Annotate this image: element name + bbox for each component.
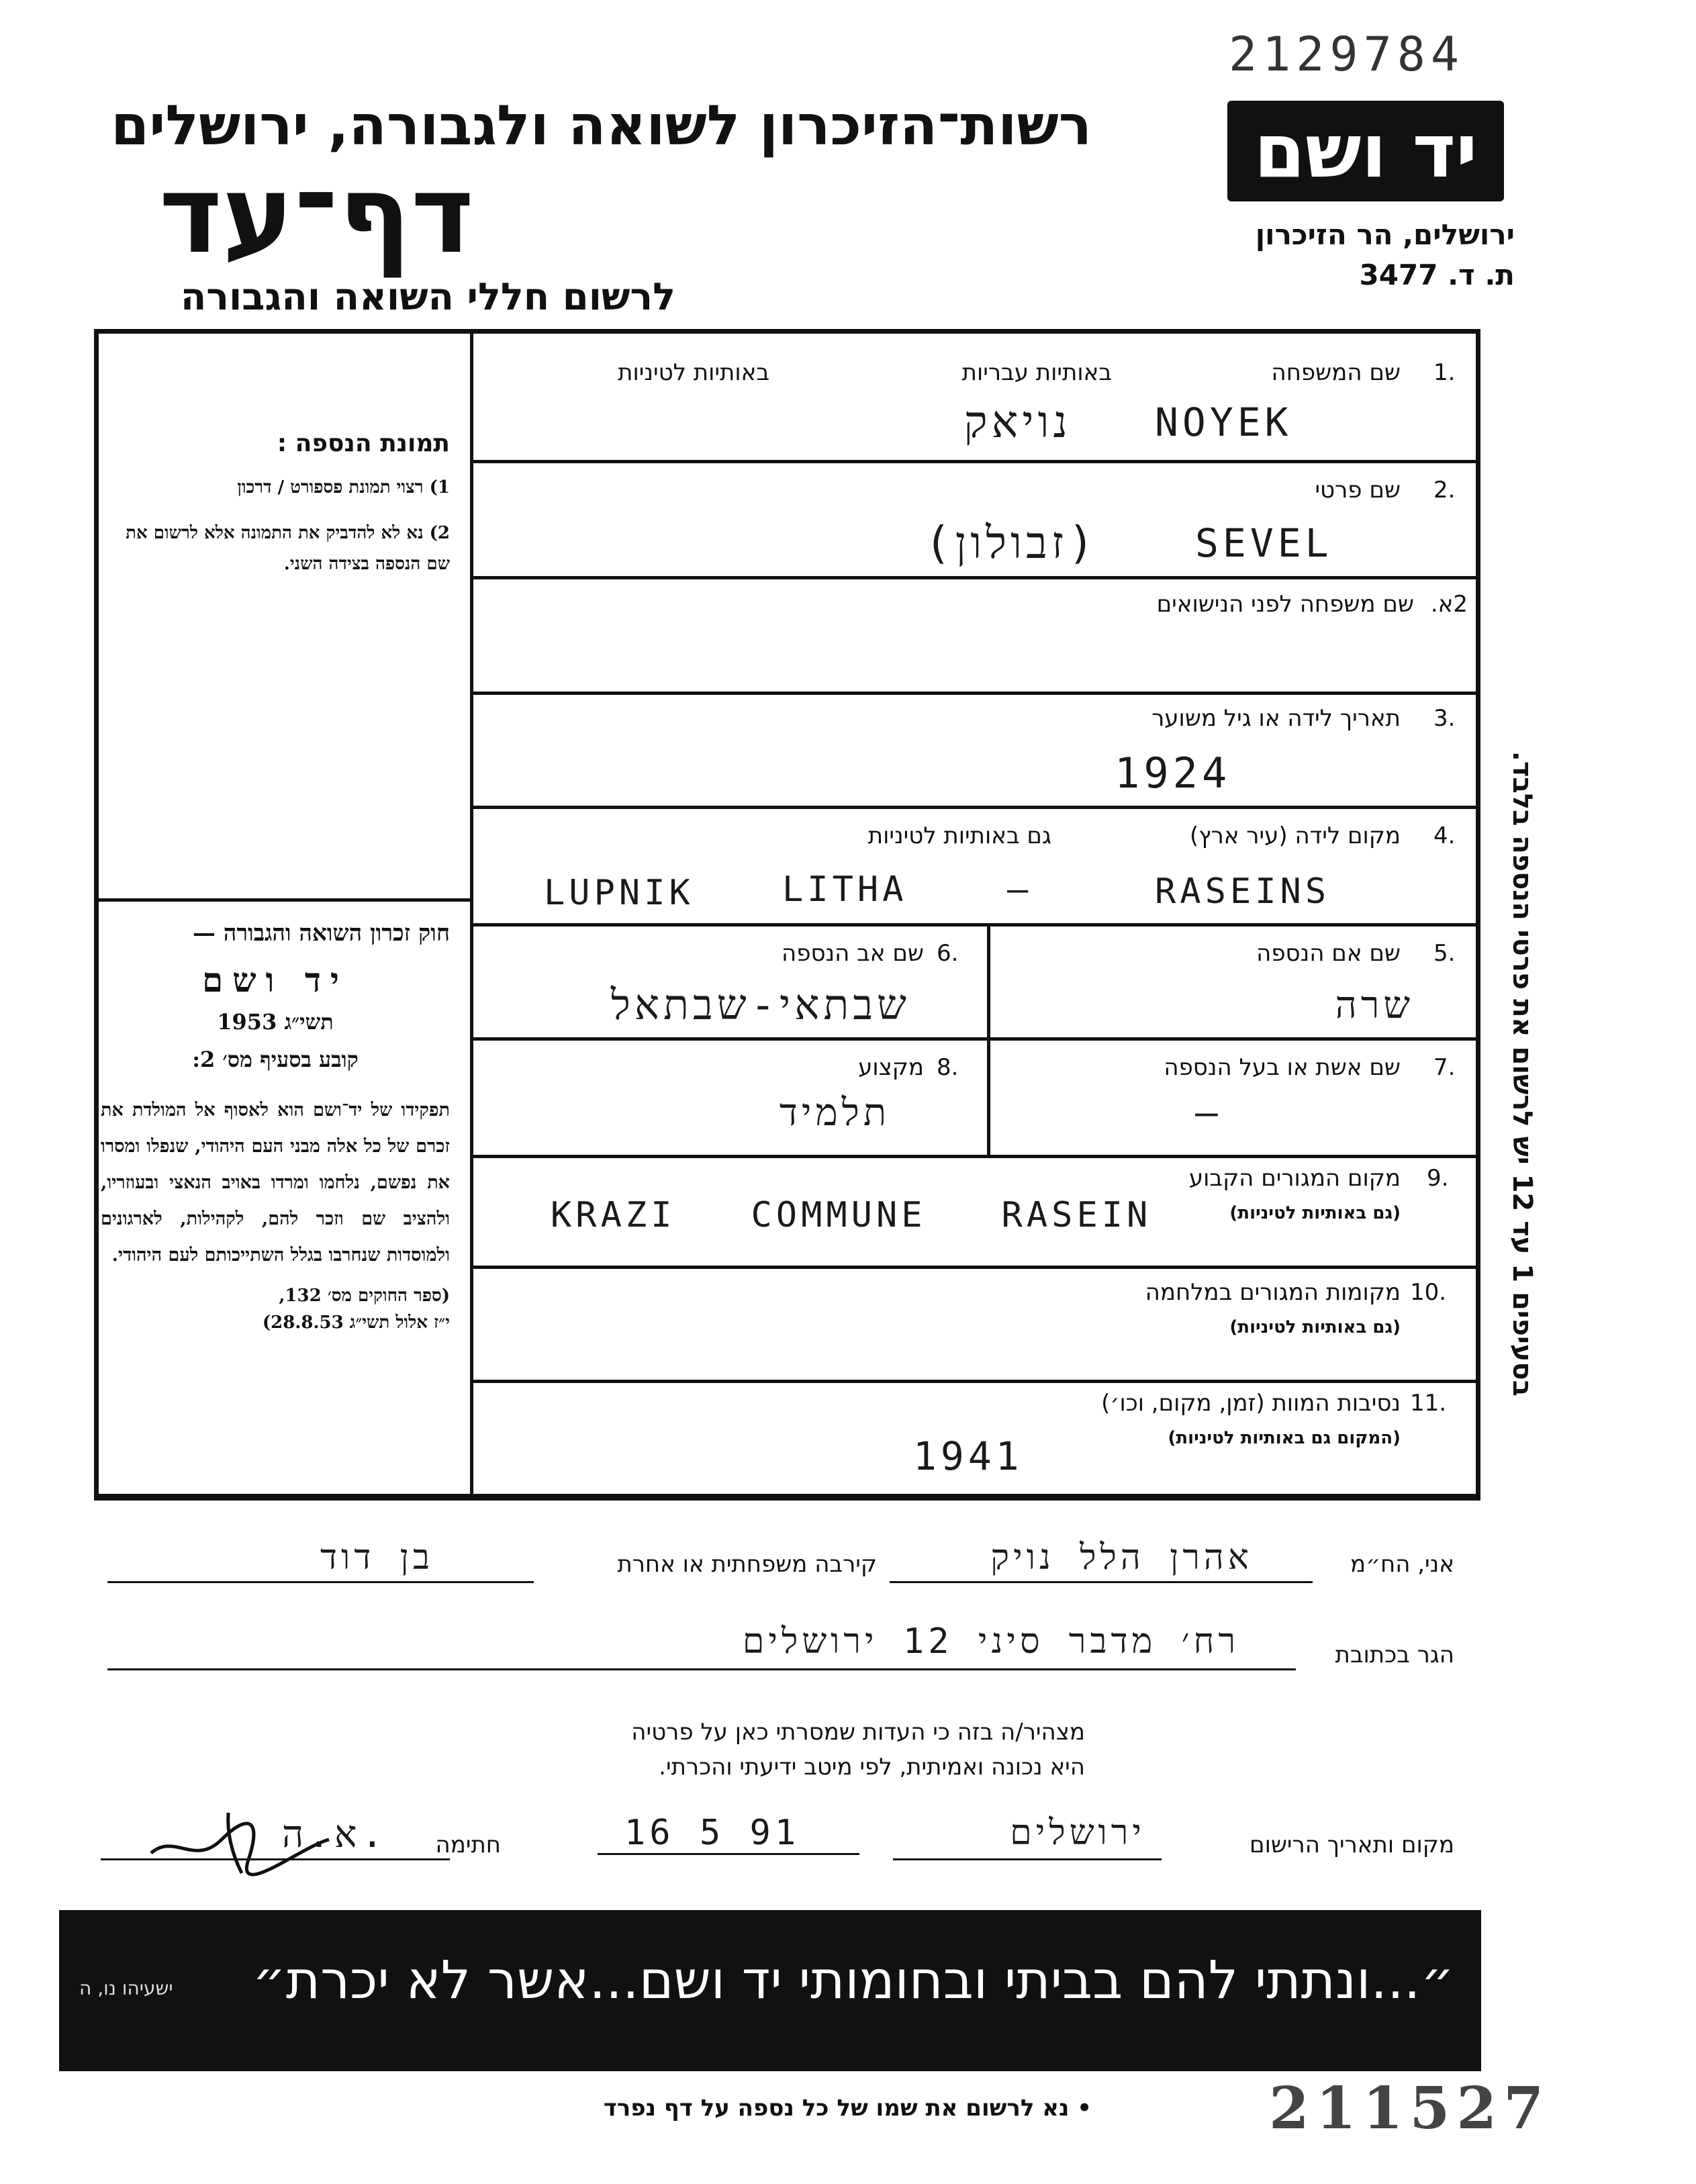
field-8-number: 8. bbox=[937, 1054, 959, 1081]
field-10-note: (גם באותיות לטיניות) bbox=[1229, 1317, 1401, 1337]
divider bbox=[470, 460, 1480, 463]
field-1-number: 1. bbox=[1433, 359, 1456, 386]
field-5-value[interactable]: שרה bbox=[1335, 984, 1414, 1027]
underline bbox=[890, 1581, 1313, 1583]
statement-line-1: מצהיר/ה בזה כי העדות שמסרתי כאן על פרטיה bbox=[631, 1719, 1085, 1746]
field-11-label: נסיבות המוות (זמן, מקום, וכו׳) bbox=[1101, 1390, 1401, 1417]
law-year: תשי״ג 1953 bbox=[217, 1009, 334, 1035]
underline bbox=[107, 1668, 1296, 1670]
field-4-value-district[interactable]: RASEINS bbox=[1155, 871, 1331, 912]
law-reference-2: י״ז אלול תשי״ג 28.8.53) bbox=[262, 1313, 450, 1333]
authority-title: רשות־הזיכרון לשואה ולגבורה, ירושלים bbox=[111, 94, 1092, 158]
field-9-label: מקום המגורים הקבוע bbox=[1188, 1165, 1401, 1192]
document-number: 2129784 bbox=[1229, 27, 1465, 82]
field-8-label: מקצוע bbox=[858, 1054, 924, 1081]
field-1-hebrew-value[interactable]: נויאק bbox=[963, 396, 1072, 448]
quote-banner bbox=[59, 1910, 1481, 2071]
place-value[interactable]: ירושלים bbox=[1010, 1813, 1145, 1853]
side-note: בסעיפים 1 עד 12 יש לרשום את פרטי הנספה בלבד. bbox=[1507, 751, 1538, 1396]
field-9-number: 9. bbox=[1427, 1165, 1449, 1192]
logo-text: יד ושם bbox=[1254, 108, 1478, 194]
law-text: תפקידו של יד־ושם הוא לאסוף אל המולדת את זכרם של כל אלה מבני העם היהודי, שנפלו ומסרו את נפשם, נלחמו ומרדו באויב הנאצי ובעוזריו, ולהציב שם וזכר להם, לקהילות, לארגונים ולמוסדות שנחרבו בגלל השתייכותם לעם היהודי. bbox=[101, 1100, 450, 1266]
field-3-number: 3. bbox=[1433, 705, 1456, 732]
field-4-value-town[interactable]: LUPNIK bbox=[544, 873, 694, 913]
field-2-hebrew-value[interactable]: (זבולון) bbox=[924, 517, 1098, 569]
address-label: הגר בכתובת bbox=[1335, 1642, 1454, 1668]
field-11-number: 11. bbox=[1410, 1390, 1447, 1417]
field-4-value-country[interactable]: LITHA bbox=[782, 869, 908, 910]
relation-value[interactable]: בן דוד bbox=[320, 1537, 434, 1578]
field-7-value[interactable]: — bbox=[1195, 1091, 1222, 1135]
divider bbox=[94, 1494, 1480, 1497]
field-9-value[interactable]: KRAZI COMMUNE RASEIN bbox=[551, 1195, 1152, 1235]
divider bbox=[470, 332, 473, 1501]
divider bbox=[470, 576, 1480, 579]
field-1-label: שם המשפחה bbox=[1271, 359, 1401, 386]
law-title: חוק זכרון השואה והגבורה — bbox=[192, 920, 450, 947]
field-11-note: (המקום גם באותיות לטיניות) bbox=[1168, 1428, 1401, 1448]
place-date-label: מקום ותאריך הרישום bbox=[1250, 1832, 1454, 1858]
field-4-latin-header: גם באותיות לטיניות bbox=[867, 822, 1051, 849]
divider bbox=[94, 898, 472, 902]
law-citation bbox=[101, 920, 450, 1333]
field-8-value[interactable]: תלמיד bbox=[779, 1091, 890, 1135]
field-2a-label: שם משפחה לפני הנישואים bbox=[1156, 591, 1414, 618]
photo-instructions bbox=[101, 430, 450, 579]
signature-label: חתימה bbox=[435, 1832, 501, 1858]
field-3-value[interactable]: 1924 bbox=[1115, 749, 1231, 798]
photo-title: תמונת הנספה : bbox=[277, 430, 450, 457]
field-2a-number: 2א. bbox=[1430, 591, 1468, 618]
underline bbox=[107, 1581, 534, 1583]
date-value[interactable]: 16 5 91 bbox=[624, 1813, 800, 1853]
law-section: קובע בסעיף מס׳ 2: bbox=[192, 1047, 359, 1072]
divider bbox=[470, 1037, 1480, 1041]
field-6-number: 6. bbox=[937, 940, 959, 967]
field-11-value[interactable]: 1941 bbox=[913, 1433, 1023, 1479]
field-4-number: 4. bbox=[1433, 822, 1456, 849]
banner-source: ישעיהו נו, ה bbox=[79, 1977, 173, 1999]
field-2-latin-value[interactable]: SEVEL bbox=[1195, 520, 1333, 566]
statement-line-2: היא נכונה ואמיתית, לפי מיטב ידיעתי והכרתי. bbox=[659, 1754, 1085, 1781]
field-5-number: 5. bbox=[1433, 940, 1456, 967]
address-line-2: ת. ד. 3477 bbox=[1359, 258, 1515, 291]
form-subtitle: לרשום חללי השואה והגבורה bbox=[180, 275, 675, 319]
divider bbox=[470, 1380, 1480, 1383]
field-9-note: (גם באותיות לטיניות) bbox=[1229, 1203, 1401, 1223]
field-1-hebrew-header: באותיות עבריות bbox=[961, 359, 1112, 386]
underline bbox=[598, 1853, 859, 1855]
divider bbox=[987, 923, 990, 1155]
signature-value[interactable]: א.ה. bbox=[282, 1813, 388, 1856]
field-3-label: תאריך לידה או גיל משוער bbox=[1151, 705, 1401, 732]
field-1-latin-header: באותיות לטיניות bbox=[618, 359, 769, 386]
form-title: דף־עד bbox=[158, 152, 474, 277]
field-2-number: 2. bbox=[1433, 477, 1456, 504]
field-4-value-dash: — bbox=[1007, 869, 1033, 910]
signature-scribble bbox=[148, 1806, 336, 1880]
field-6-label: שם אב הנספה bbox=[782, 940, 924, 967]
divider bbox=[470, 806, 1480, 809]
law-name: יד ושם bbox=[202, 960, 348, 1000]
field-10-label: מקומות המגורים במלחמה bbox=[1145, 1279, 1401, 1306]
field-5-label: שם אם הנספה bbox=[1256, 940, 1401, 967]
banner-quote: ״...ונתתי להם בביתי ובחומותי יד ושם...אשר לא יכרת״ bbox=[252, 1950, 1454, 2011]
divider bbox=[470, 923, 1480, 927]
divider bbox=[470, 1266, 1480, 1269]
field-7-number: 7. bbox=[1433, 1054, 1456, 1081]
underline bbox=[893, 1858, 1162, 1860]
address-line-1: ירושלים, הר הזיכרון bbox=[1255, 218, 1515, 251]
relation-label: קירבה משפחתית או אחרת bbox=[617, 1551, 877, 1578]
photo-note-2: 2) נא לא להדביק את התמונה אלא לרשום את שם הנספה בצידה השני. bbox=[126, 523, 450, 574]
declarant-label: אני, הח״מ bbox=[1350, 1551, 1454, 1578]
footnote: • נא לרשום את שמו של כל נספה על דף נפרד bbox=[603, 2095, 1092, 2122]
address-value[interactable]: רח׳ מדבר סיני 12 ירושלים bbox=[742, 1621, 1239, 1662]
bottom-document-number: 211527 bbox=[1269, 2075, 1551, 2142]
field-7-label: שם אשת או בעל הנספה bbox=[1164, 1054, 1401, 1081]
field-10-number: 10. bbox=[1410, 1279, 1447, 1306]
yad-vashem-logo bbox=[1227, 101, 1504, 201]
field-4-label: מקום לידה (עיר ארץ) bbox=[1189, 822, 1401, 849]
field-1-latin-value[interactable]: NOYEK bbox=[1155, 399, 1292, 445]
law-reference-1: (ספר החוקים מס׳ 132, bbox=[279, 1286, 450, 1306]
field-6-value[interactable]: שבתאי-שבתאל bbox=[610, 980, 910, 1029]
declarant-name[interactable]: אהרן הלל נויק bbox=[990, 1537, 1253, 1578]
photo-note-1: 1) רצוי תמונת פספורט / דרכון bbox=[237, 477, 450, 497]
divider bbox=[470, 692, 1480, 695]
field-2-label: שם פרטי bbox=[1315, 477, 1401, 504]
divider bbox=[470, 1155, 1480, 1158]
